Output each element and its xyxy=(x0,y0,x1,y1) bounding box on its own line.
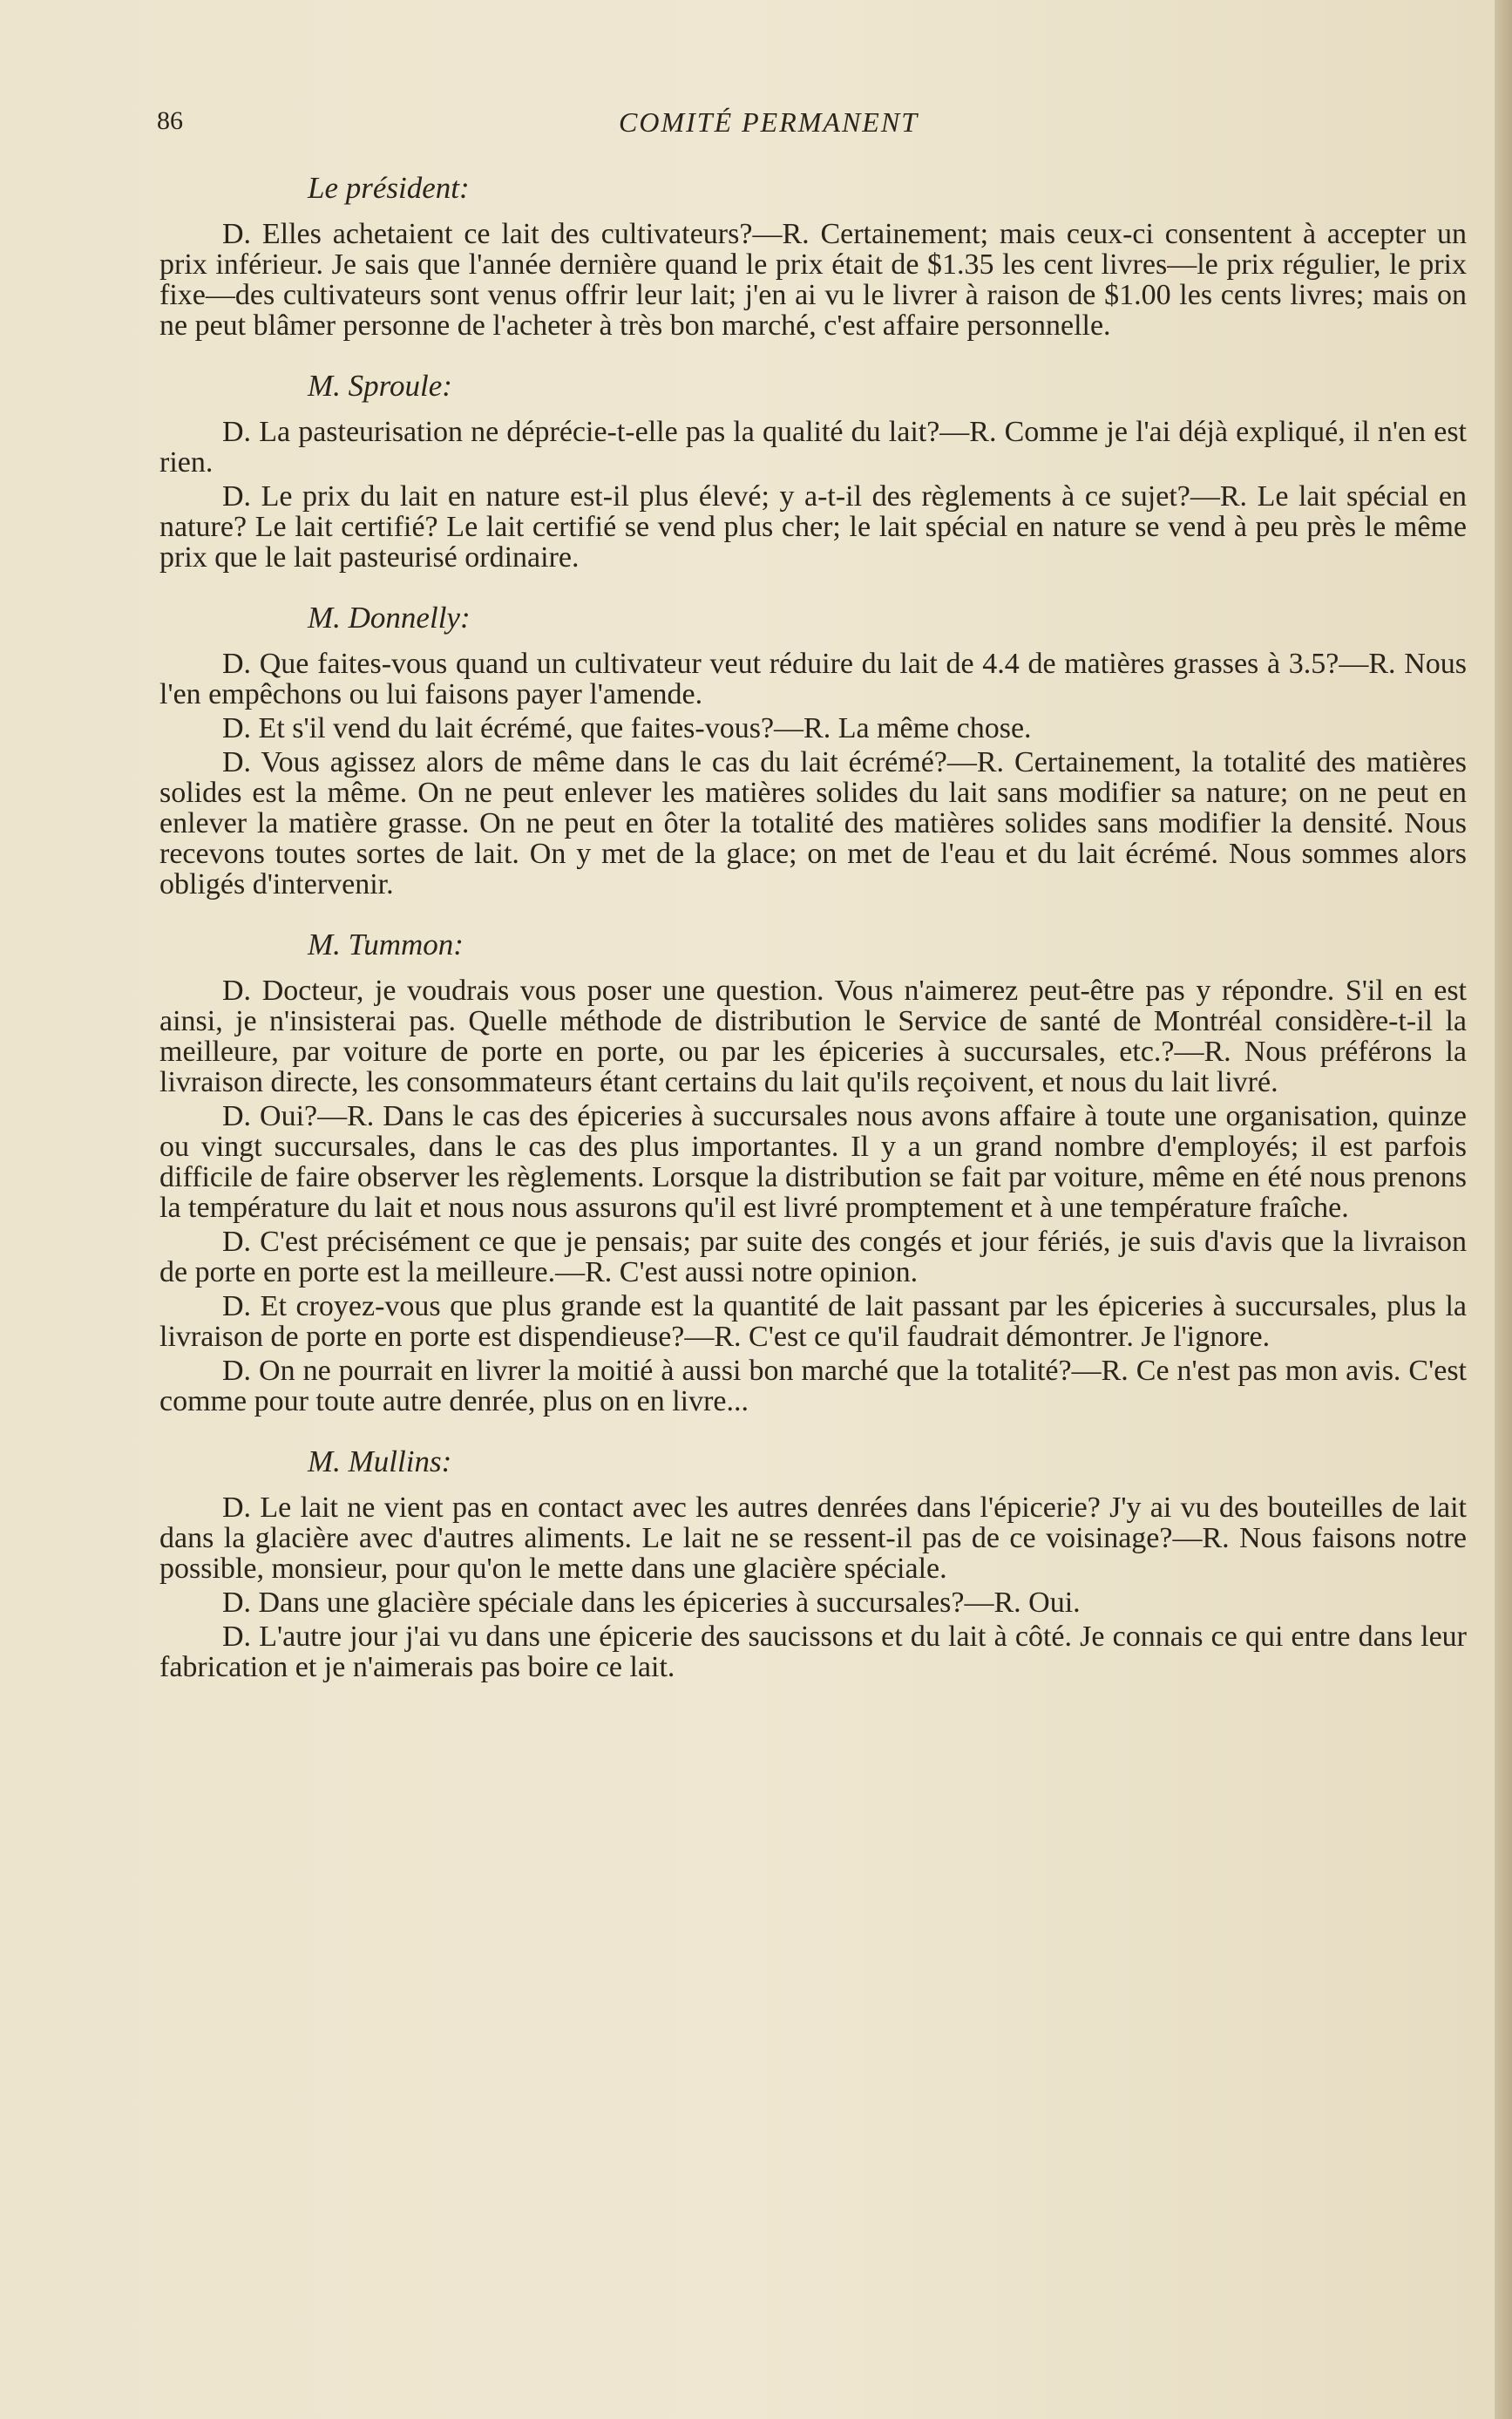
qa-paragraph: D. Elles achetaient ce lait des cultivateurs?—R. Certainement; mais ceux-ci consentent à accepter un prix inférieur. Je sais que l'année dernière quand le prix était de $1.35 les cent livres—le prix régulier, le prix fixe—des cultivateurs sont venus offrir leur lait; j'en ai vu le livrer à raison de $1.00 les cents livres; mais on ne peut blâmer personne de l'acheter à très bon marché, c'est affaire personnelle. xyxy=(159,218,1467,342)
qa-paragraph: D. Et croyez-vous que plus grande est la quantité de lait passant par les épiceries à succursales, plus la livraison de porte en porte est dispendieuse?—R. C'est ce qu'il faudrait démontrer. Je l'ignore. xyxy=(159,1290,1467,1353)
page-header xyxy=(157,106,1464,145)
qa-paragraph: D. Oui?—R. Dans le cas des épiceries à succursales nous avons affaire à toute une organisation, quinze ou vingt succursales, dans le cas des plus importantes. Il y a un grand nombre d'employés; il est parfois difficile de faire observer les règlements. Lorsque la distribution se fait par voiture, même en été nous prenons la température du lait et nous nous assurons qu'il est livré promptement et à une température fraîche. xyxy=(159,1100,1467,1224)
qa-paragraph: D. Dans une glacière spéciale dans les épiceries à succursales?—R. Oui. xyxy=(222,1587,1081,1619)
qa-paragraph: D. Et s'il vend du lait écrémé, que faites-vous?—R. La même chose. xyxy=(222,712,1032,744)
body-text xyxy=(159,173,1467,1686)
qa-paragraph: D. La pasteurisation ne déprécie-t-elle pas la qualité du lait?—R. Comme je l'ai déjà expliqué, il n'en est rien. xyxy=(159,416,1467,479)
qa-paragraph: D. L'autre jour j'ai vu dans une épicerie des saucissons et du lait à côté. Je connais ce qui entre dans leur fabrication et je n'aimerais pas boire ce lait. xyxy=(159,1621,1467,1683)
speaker-heading: Le président: xyxy=(308,171,470,205)
speaker-heading: M. Donnelly: xyxy=(308,601,471,635)
page-number: 86 xyxy=(157,106,183,135)
speaker-heading: M. Mullins: xyxy=(308,1444,452,1478)
qa-paragraph: D. Que faites-vous quand un cultivateur veut réduire du lait de 4.4 de matières grasses à 3.5?—R. Nous l'en empêchons ou lui faisons payer l'amende. xyxy=(159,648,1467,710)
speaker-heading: M. Tummon: xyxy=(308,928,464,961)
running-title: COMITÉ PERMANENT xyxy=(619,106,919,138)
qa-paragraph: D. Docteur, je voudrais vous poser une question. Vous n'aimerez peut-être pas y répondre. S'il en est ainsi, je n'insisterai pas. Quelle méthode de distribution le Service de santé de Montréal considère-t-il la meilleure, par voiture de porte en porte, ou par les épiceries à succursales, etc.?—R. Nous préférons la livraison directe, les consommateurs étant certains du lait qu'ils reçoivent, et nous du lait livré. xyxy=(159,975,1467,1098)
speaker-heading: M. Sproule: xyxy=(308,369,452,403)
qa-paragraph: D. Le lait ne vient pas en contact avec les autres denrées dans l'épicerie? J'y ai vu des bouteilles de lait dans la glacière avec d'autres aliments. Le lait ne se ressent-il pas de ce voisinage?—R. Nous faisons notre possible, monsieur, pour qu'on le mette dans une glacière spéciale. xyxy=(159,1491,1467,1585)
qa-paragraph: D. On ne pourrait en livrer la moitié à aussi bon marché que la totalité?—R. Ce n'est pas mon avis. C'est comme pour toute autre denrée, plus on en livre... xyxy=(159,1355,1467,1417)
qa-paragraph: D. C'est précisément ce que je pensais; par suite des congés et jour fériés, je suis d'avis que la livraison de porte en porte est la meilleure.—R. C'est aussi notre opinion. xyxy=(159,1226,1467,1288)
qa-paragraph: D. Vous agissez alors de même dans le cas du lait écrémé?—R. Certainement, la totalité des matières solides est la même. On ne peut enlever les matières solides du lait sans modifier sa nature; on ne peut en enlever la matière grasse. On ne peut en ôter la totalité des matières solides sans modifier la densité. Nous recevons toutes sortes de lait. On y met de la glace; on met de l'eau et du lait écrémé. Nous sommes alors obligés d'intervenir. xyxy=(159,746,1467,900)
qa-paragraph: D. Le prix du lait en nature est-il plus élevé; y a-t-il des règlements à ce sujet?—R. Le lait spécial en nature? Le lait certifié? Le lait certifié se vend plus cher; le lait spécial en nature se vend à peu près le même prix que le lait pasteurisé ordinaire. xyxy=(159,480,1467,574)
page-gutter xyxy=(1495,0,1512,2419)
